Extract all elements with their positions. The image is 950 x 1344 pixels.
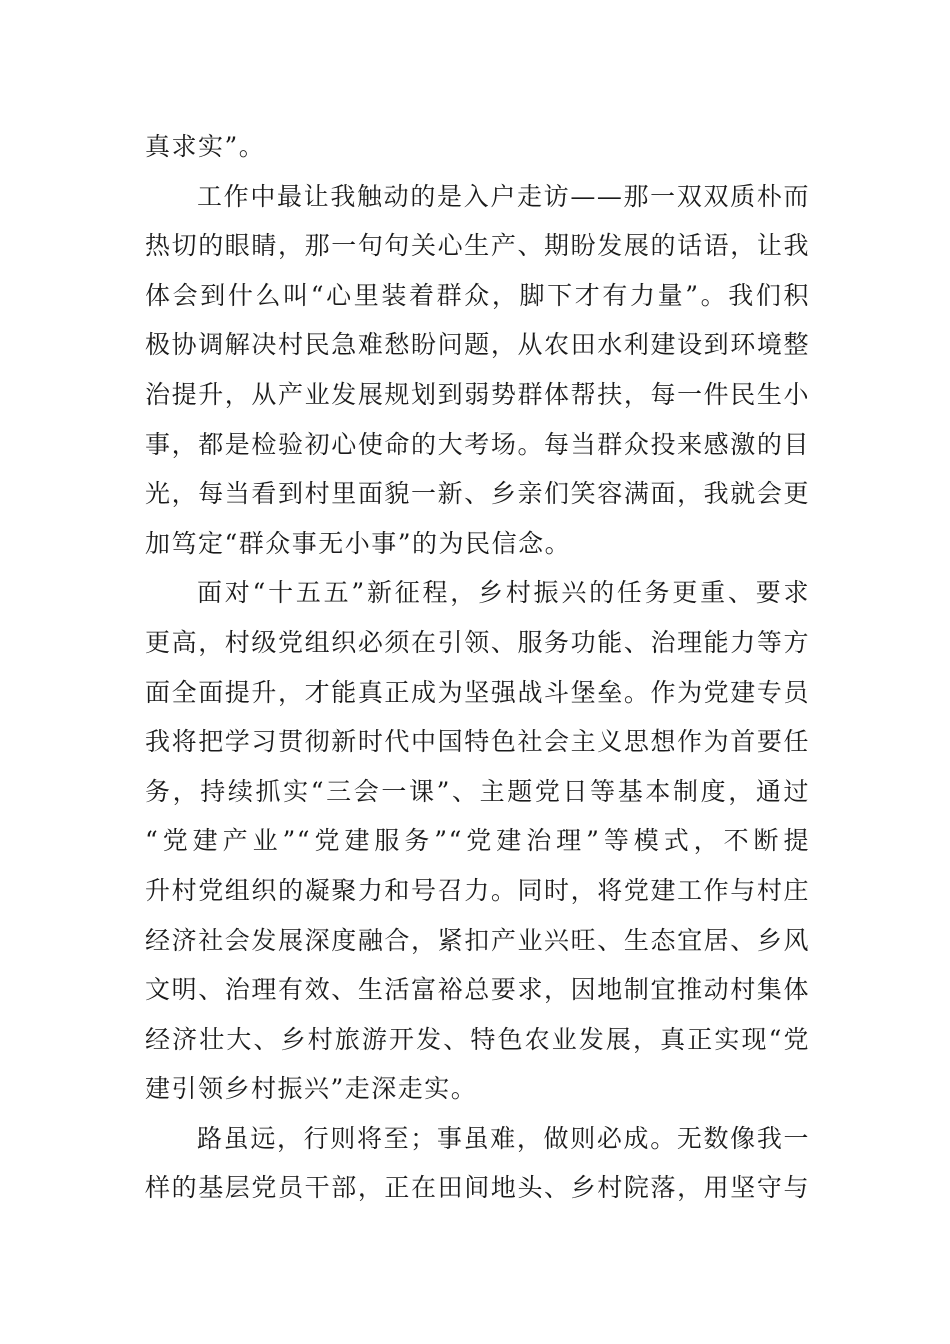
text-line: 光，每当看到村里面貌一新、乡亲们笑容满面，我就会更 — [145, 479, 810, 509]
text-line: 事，都是检验初心使命的大考场。每当群众投来感激的目 — [145, 429, 810, 459]
text-line: 治提升，从产业发展规划到弱势群体帮扶，每一件民生小 — [145, 379, 810, 409]
text-line: 热切的眼睛，那一句句关心生产、期盼发展的话语，让我 — [145, 231, 810, 261]
text-line: 极协调解决村民急难愁盼问题，从农田水利建设到环境整 — [145, 330, 810, 360]
document-body — [145, 122, 810, 1213]
text-line: 升村党组织的凝聚力和号召力。同时，将党建工作与村庄 — [145, 875, 810, 905]
text-line: 真求实”。 — [145, 132, 266, 161]
text-line: 务，持续抓实“三会一课”、主题党日等基本制度，通过 — [145, 776, 810, 806]
text-line: 面全面提升，才能真正成为坚强战斗堡垒。作为党建专员 — [145, 677, 810, 707]
text-line: 经济社会发展深度融合，紧扣产业兴旺、生态宜居、乡风 — [145, 925, 810, 955]
text-line: 体会到什么叫“心里装着群众，脚下才有力量”。我们积 — [145, 280, 810, 310]
text-line: 更高，村级党组织必须在引领、服务功能、治理能力等方 — [145, 627, 810, 657]
text-line: 经济壮大、乡村旅游开发、特色农业发展，真正实现“党 — [145, 1024, 810, 1054]
text-line: 文明、治理有效、生活富裕总要求，因地制宜推动村集体 — [145, 975, 810, 1005]
text-line: 我将把学习贯彻新时代中国特色社会主义思想作为首要任 — [145, 727, 810, 757]
text-line: 面对“十五五”新征程，乡村振兴的任务更重、要求 — [197, 578, 810, 608]
text-line: 建引领乡村振兴”走深走实。 — [145, 1074, 478, 1104]
text-line: 加笃定“群众事无小事”的为民信念。 — [145, 528, 572, 558]
text-line: 工作中最让我触动的是入户走访——那一双双质朴而 — [197, 181, 810, 211]
text-line: “党建产业”“党建服务”“党建治理”等模式，不断提 — [145, 826, 810, 856]
text-line: 路虽远，行则将至；事虽难，做则必成。无数像我一 — [197, 1123, 810, 1153]
text-line: 样的基层党员干部，正在田间地头、乡村院落，用坚守与 — [145, 1173, 810, 1203]
